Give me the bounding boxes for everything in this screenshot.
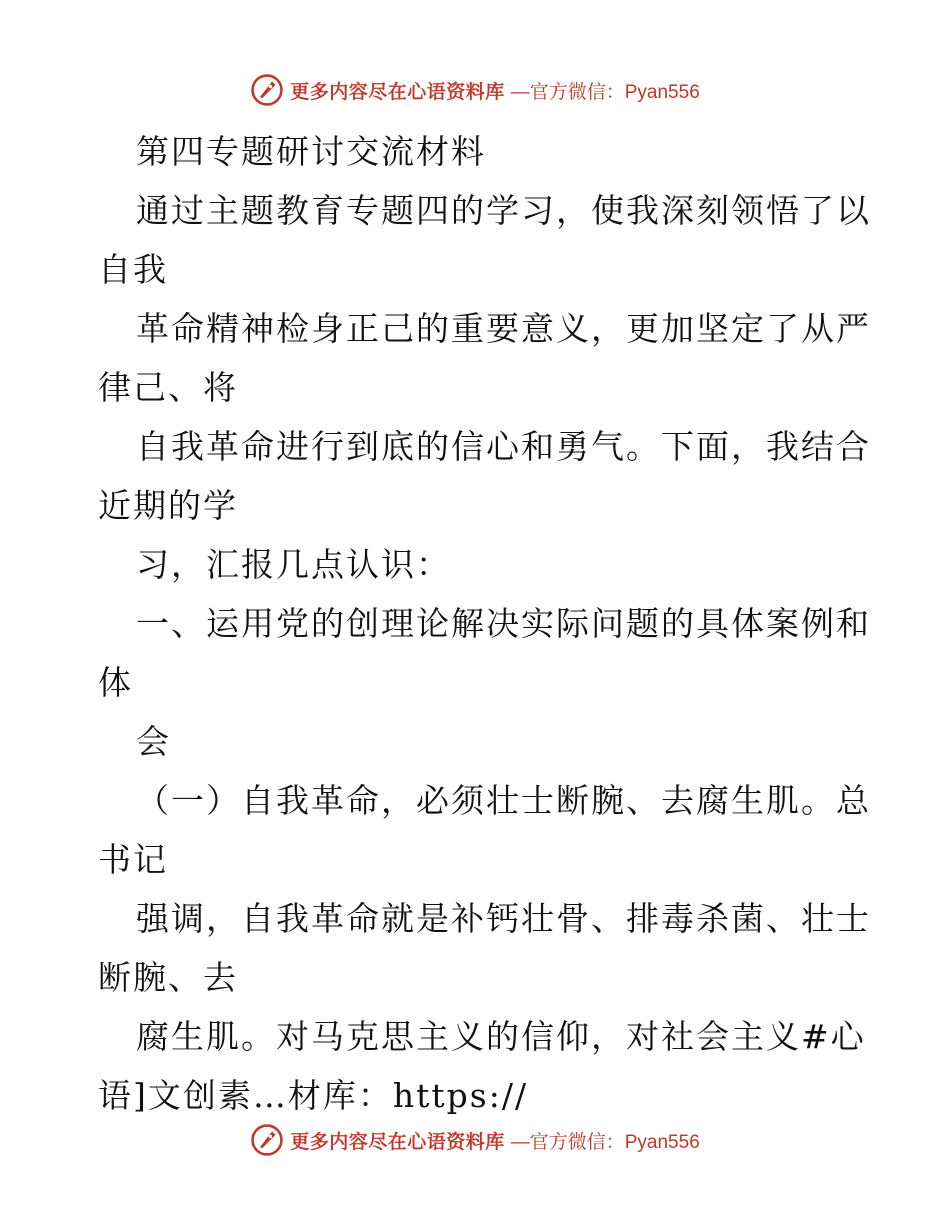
- paragraph-line: 自我革命进行到底的信心和勇气。下面，我结合: [136, 427, 871, 466]
- paragraph-line: 断腕、去: [98, 958, 238, 997]
- watermark-sub-text: —官方微信：Pyan556: [510, 1131, 700, 1153]
- paragraph-line: 书记: [98, 840, 168, 879]
- paragraph-line: 革命精神检身正己的重要意义，更加坚定了从严: [136, 309, 871, 348]
- pen-nib-logo-icon: [250, 1123, 284, 1157]
- paragraph-line: 腐生肌。对马克思主义的信仰，对社会主义#心: [136, 1017, 866, 1056]
- watermark-main-text: 更多内容尽在心语资料库: [290, 80, 505, 103]
- paragraph-line: 近期的学: [98, 486, 238, 525]
- paragraph-line: 律己、将: [98, 368, 238, 407]
- footer-watermark: [0, 1120, 950, 1160]
- paragraph-line: 习，汇报几点认识：: [136, 545, 451, 584]
- paragraph-line: 语]文创素…材库：https://: [98, 1076, 529, 1115]
- watermark-main-text: 更多内容尽在心语资料库: [290, 1130, 505, 1153]
- paragraph-line: 自我: [98, 250, 168, 289]
- header-watermark: [0, 70, 950, 110]
- pen-nib-logo-icon: [250, 73, 284, 107]
- paragraph-line: 强调，自我革命就是补钙壮骨、排毒杀菌、壮士: [136, 899, 871, 938]
- subsection-heading-line: （一）自我革命，必须壮士断腕、去腐生肌。总: [136, 781, 871, 820]
- document-body: [98, 122, 871, 1125]
- paragraph-line: 通过主题教育专题四的学习，使我深刻领悟了以: [136, 191, 871, 230]
- section-heading-line: 体: [98, 663, 133, 702]
- section-heading-line: 会: [136, 722, 171, 761]
- document-title: 第四专题研讨交流材料: [136, 132, 486, 171]
- watermark-sub-text: —官方微信：Pyan556: [510, 81, 700, 103]
- section-heading-line: 一、运用党的创理论解决实际问题的具体案例和: [136, 604, 871, 643]
